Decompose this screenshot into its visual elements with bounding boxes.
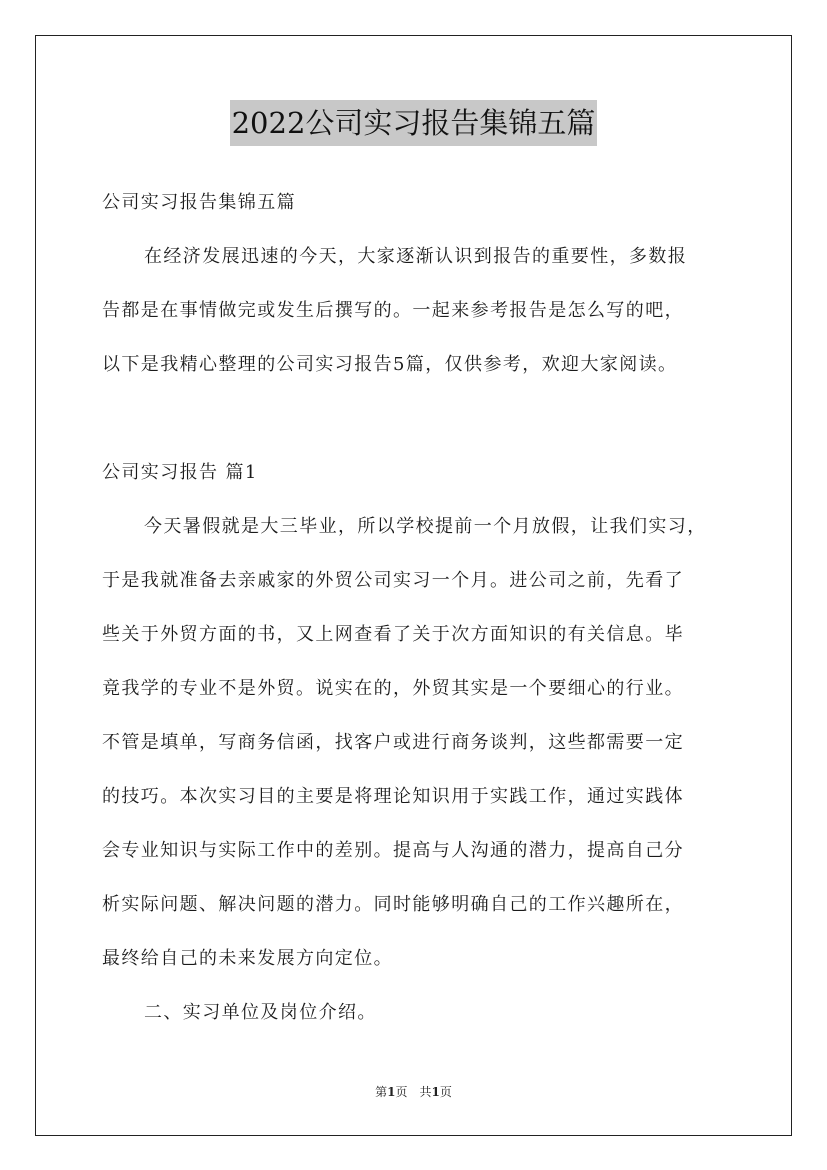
section1-line: 竟我学的专业不是外贸。说实在的，外贸其实是一个要细心的行业。 <box>102 678 684 699</box>
paragraph-gap <box>102 392 732 446</box>
section1-line: 的技巧。本次实习目的主要是将理论知识用于实践工作，通过实践体 <box>102 786 684 807</box>
intro-line: 以下是我精心整理的公司实习报告5篇，仅供参考，欢迎大家阅读。 <box>102 354 678 375</box>
section1-line: 于是我就准备去亲戚家的外贸公司实习一个月。进公司之前，先看了 <box>102 570 684 591</box>
section-heading: 公司实习报告 篇1 <box>102 462 258 483</box>
section1-line: 会专业知识与实际工作中的差别。提高与人沟通的潜力，提高自己分 <box>102 840 684 861</box>
section1-line: 最终给自己的未来发展方向定位。 <box>102 948 393 969</box>
document-subtitle: 公司实习报告集锦五篇 <box>102 192 296 213</box>
page-footer <box>0 1083 827 1100</box>
document-body <box>102 176 732 1040</box>
section1-line: 不管是填单，写商务信函，找客户或进行商务谈判，这些都需要一定 <box>102 732 684 753</box>
section1-line: 些关于外贸方面的书，又上网查看了关于次方面知识的有关信息。毕 <box>102 624 684 645</box>
section1-line: 析实际问题、解决问题的潜力。同时能够明确自己的工作兴趣所在， <box>102 894 684 915</box>
intro-line: 告都是在事情做完或发生后撰写的。一起来参考报告是怎么写的吧， <box>102 300 684 321</box>
intro-line: 在经济发展迅速的今天，大家逐渐认识到报告的重要性，多数报 <box>144 246 688 267</box>
footer-label: 第 <box>375 1085 388 1099</box>
footer-page-total: 1 <box>431 1085 440 1099</box>
title-container <box>0 100 827 146</box>
section-heading: 二、实习单位及岗位介绍。 <box>144 1002 377 1023</box>
footer-page-current: 1 <box>387 1085 396 1099</box>
document-title: 2022公司实习报告集锦五篇 <box>230 100 598 146</box>
footer-label: 页 <box>439 1085 452 1099</box>
footer-label: 页 共 <box>395 1085 432 1099</box>
section1-line: 今天暑假就是大三毕业，所以学校提前一个月放假，让我们实习， <box>144 516 707 537</box>
